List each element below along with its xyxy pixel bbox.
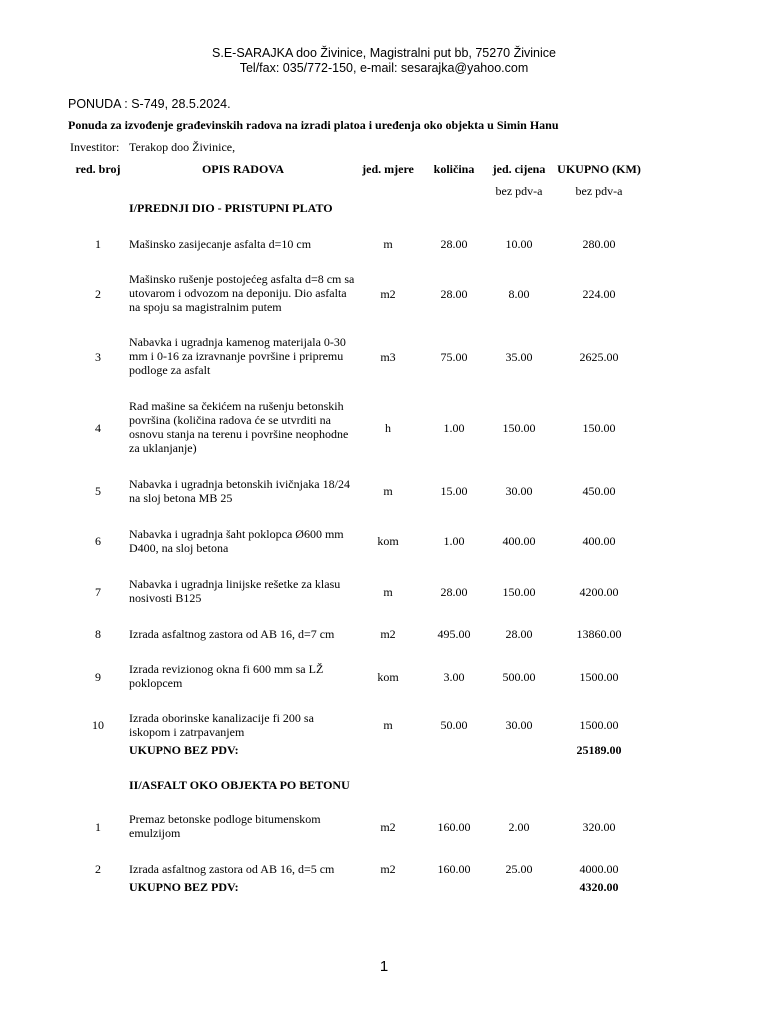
col-header-qty: količina [433, 162, 475, 176]
row-unit-price: 35.00 [505, 350, 533, 364]
row-total: 400.00 [582, 534, 616, 548]
row-unit-price: 150.00 [502, 585, 536, 599]
row-quantity: 1.00 [443, 421, 465, 435]
row-unit: m2 [380, 820, 396, 834]
row-quantity: 160.00 [437, 862, 471, 876]
row-total: 280.00 [582, 237, 616, 251]
company-header-line-1: S.E-SARAJKA doo Živinice, Magistralni put bb, 75270 Živinice [212, 46, 556, 60]
row-description: Mašinsko zasijecanje asfalta d=10 cm [129, 237, 312, 251]
row-number: 3 [95, 350, 101, 364]
row-number: 8 [95, 627, 101, 641]
row-description: Mašinsko rušenje postojećeg asfalta d=8 cm sa utovarom i odvozom na deponiju. Dio asfalta na spoju sa magistralnim putem [129, 272, 355, 314]
subtotal-label: UKUPNO BEZ PDV: [129, 880, 239, 894]
subtotal-label: UKUPNO BEZ PDV: [129, 743, 239, 757]
row-description: Izrada asfaltnog zastora od AB 16, d=7 cm [129, 627, 335, 641]
row-number: 9 [95, 670, 101, 684]
row-unit: m2 [380, 862, 396, 876]
col-header-no: red. broj [75, 162, 121, 176]
row-description: Nabavka i ugradnja šaht poklopca Ø600 mm D400, na sloj betona [129, 527, 344, 555]
row-total: 320.00 [582, 820, 616, 834]
offer-number: PONUDA : S-749, 28.5.2024. [68, 97, 231, 111]
row-unit: m [383, 484, 393, 498]
row-unit: m2 [380, 627, 396, 641]
row-unit: m2 [380, 287, 396, 301]
row-description: Rad mašine sa čekićem na rušenju betonskih površina (količina radova će se utvrditi na osnovu stanja na terenu i površine neophodne za uklanjanje) [129, 399, 349, 455]
row-total: 13860.00 [576, 627, 622, 641]
row-description: Izrada revizionog okna fi 600 mm sa LŽ poklopcem [129, 662, 324, 690]
row-total: 1500.00 [579, 718, 619, 732]
subtotal-value: 25189.00 [576, 743, 622, 757]
page-number: 1 [379, 958, 389, 975]
row-quantity: 28.00 [440, 237, 468, 251]
section-title-1: I/PREDNJI DIO - PRISTUPNI PLATO [129, 201, 333, 215]
row-description: Premaz betonske podloge bitumenskom emulzijom [129, 812, 321, 840]
row-description: Izrada oborinske kanalizacije fi 200 sa iskopom i zatrpavanjem [129, 711, 314, 739]
row-quantity: 28.00 [440, 585, 468, 599]
col-note-total: bez pdv-a [575, 184, 623, 198]
row-unit-price: 28.00 [505, 627, 533, 641]
row-number: 5 [95, 484, 101, 498]
section-title-2: II/ASFALT OKO OBJEKTA PO BETONU [129, 778, 350, 792]
row-quantity: 75.00 [440, 350, 468, 364]
row-unit-price: 2.00 [508, 820, 530, 834]
offer-title: Ponuda za izvođenje građevinskih radova na izradi platoa i uređenja oko objekta u Simin Hanu [68, 118, 559, 132]
row-total: 150.00 [582, 421, 616, 435]
row-description: Nabavka i ugradnja betonskih ivičnjaka 18/24 na sloj betona MB 25 [129, 477, 350, 505]
row-total: 450.00 [582, 484, 616, 498]
row-number: 1 [95, 237, 101, 251]
row-unit-price: 10.00 [505, 237, 533, 251]
row-quantity: 3.00 [443, 670, 465, 684]
row-quantity: 160.00 [437, 820, 471, 834]
row-unit-price: 30.00 [505, 484, 533, 498]
row-unit: h [385, 421, 391, 435]
row-unit: kom [377, 534, 399, 548]
row-quantity: 15.00 [440, 484, 468, 498]
row-total: 1500.00 [579, 670, 619, 684]
row-description: Nabavka i ugradnja linijske rešetke za klasu nosivosti B125 [129, 577, 341, 605]
row-total: 224.00 [582, 287, 616, 301]
row-unit: m3 [380, 350, 396, 364]
row-number: 7 [95, 585, 101, 599]
row-total: 4000.00 [579, 862, 619, 876]
row-description: Nabavka i ugradnja kamenog materijala 0-30 mm i 0-16 za izravnanje površine i pripremu podloge za asfalt [129, 335, 346, 377]
investor-value: Terakop doo Živinice, [129, 140, 236, 154]
row-unit-price: 150.00 [502, 421, 536, 435]
row-unit-price: 500.00 [502, 670, 536, 684]
col-note-price: bez pdv-a [495, 184, 543, 198]
subtotal-value: 4320.00 [579, 880, 619, 894]
row-number: 4 [95, 421, 101, 435]
row-total: 2625.00 [579, 350, 619, 364]
company-header-line-2: Tel/fax: 035/772-150, e-mail: sesarajka@yahoo.com [239, 61, 529, 75]
row-total: 4200.00 [579, 585, 619, 599]
row-number: 6 [95, 534, 101, 548]
row-quantity: 28.00 [440, 287, 468, 301]
row-unit: kom [377, 670, 399, 684]
row-number: 1 [95, 820, 101, 834]
col-header-desc: OPIS RADOVA [201, 162, 285, 176]
row-description: Izrada asfaltnog zastora od AB 16, d=5 cm [129, 862, 335, 876]
row-number: 10 [92, 718, 104, 732]
col-header-price: jed. cijena [492, 162, 546, 176]
row-number: 2 [95, 287, 101, 301]
row-unit-price: 400.00 [502, 534, 536, 548]
row-quantity: 1.00 [443, 534, 465, 548]
row-unit-price: 30.00 [505, 718, 533, 732]
row-quantity: 50.00 [440, 718, 468, 732]
row-unit: m [383, 585, 393, 599]
row-unit: m [383, 237, 393, 251]
row-unit-price: 8.00 [508, 287, 530, 301]
col-header-total: UKUPNO (KM) [557, 162, 641, 176]
row-quantity: 495.00 [437, 627, 471, 641]
row-unit: m [383, 718, 393, 732]
row-number: 2 [95, 862, 101, 876]
investor-label: Investitor: [70, 140, 120, 154]
row-unit-price: 25.00 [505, 862, 533, 876]
col-header-unit: jed. mjere [362, 162, 414, 176]
